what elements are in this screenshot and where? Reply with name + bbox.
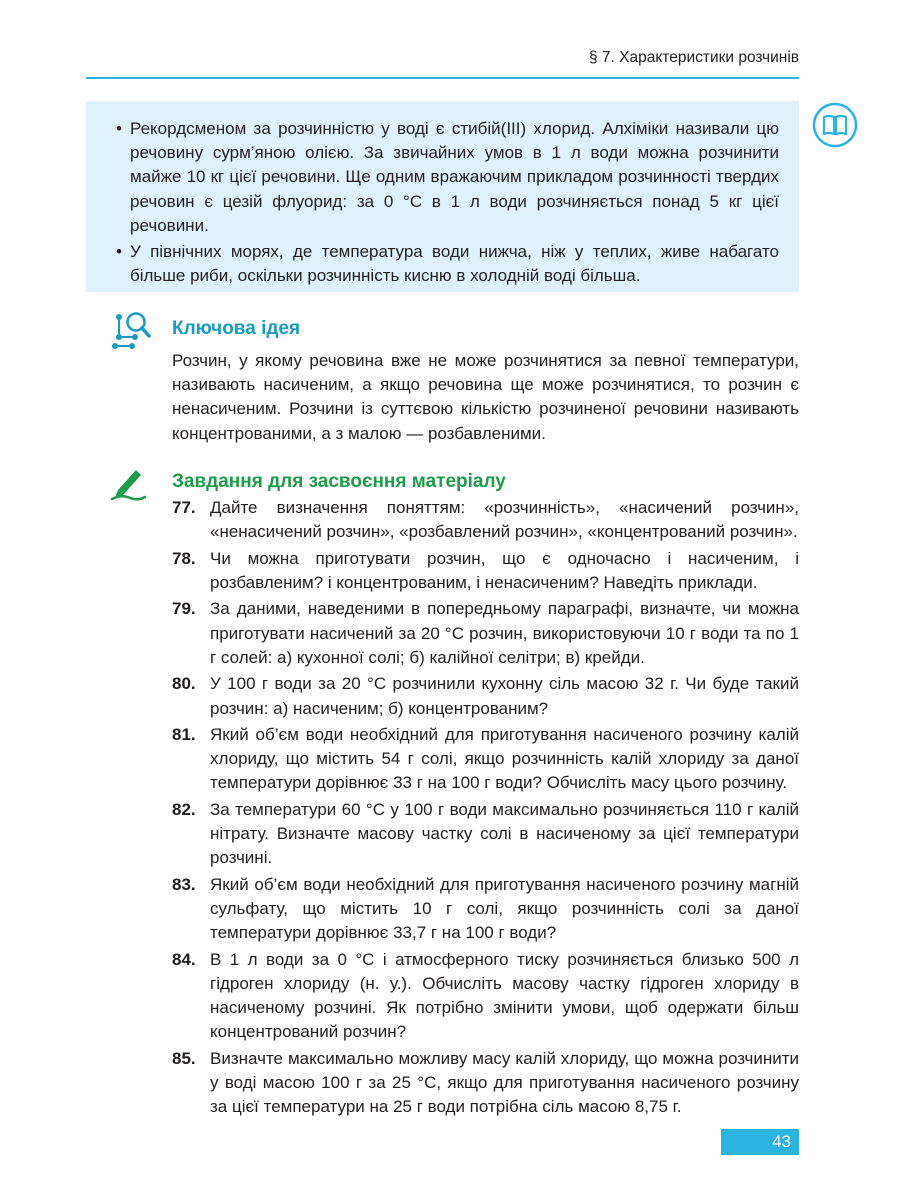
task-number: 80. xyxy=(172,674,196,694)
fact-item: • Рекордсменом за розчинністю у воді є стибій(III) хлорид. Алхіміки називали цю речовину сурм’яною олією. За звичайних умов в 1 л води можна розчинити майже 10 кг цієї речовини. Ще одним вражаючим прикладом розчинності твердих речовин є цезій флуорид: за 0 °C в 1 л води розчиняється понад 5 кг цієї речовини. xyxy=(116,117,779,238)
task-number: 78. xyxy=(172,548,196,568)
key-idea-text: Розчин, у якому речовина вже не може розчинятися за певної температури, називають насиченим, а якщо речовина ще може розчинятися, то розчин є ненасиченим. Розчини із суттєвою кількістю розчиненої речовини називають концентрованими, а з малою — розбавленими. xyxy=(172,351,799,443)
fact-box xyxy=(86,101,799,292)
page-number: 43 xyxy=(721,1129,799,1155)
running-header: § 7. Характеристики розчинів xyxy=(588,49,799,66)
task-number: 81. xyxy=(172,725,196,745)
task-text: Визначте максимально можливу масу калій хлориду, що можна розчинити у воді масою 100 г за 25 °C, якщо для приготування насиченого розчину за цієї температури на 25 г води потрібна сіль масою 8,75 г. xyxy=(210,1048,799,1117)
task-text: В 1 л води за 0 °C і атмосферного тиску розчиняється близько 500 л гідроген хлориду (н. у.). Обчисліть масову частку гідроген хлориду в насиченому розчині. Як потрібно змінити умови, щоб одержати більш концентрований розчин? xyxy=(210,949,799,1042)
tasks-title: Завдання для засвоєння матеріалу xyxy=(172,471,506,492)
task-number: 83. xyxy=(172,874,196,894)
pencil-icon xyxy=(108,464,148,504)
fact-item: • У північних морях, де температура води нижча, ніж у теплих, живе набагато більше риби, оскільки розчинність кисню в холодній воді більша. xyxy=(116,240,779,288)
header-rule xyxy=(86,77,799,79)
book-icon xyxy=(812,102,858,148)
task-text: За даними, наведеними в попередньому параграфі, визначте, чи можна приготувати насичений за 20 °C розчин, використовуючи 10 г води та по 1 г солей: а) кухонної солі; б) калійної селітри; в) крейди. xyxy=(210,599,799,667)
task-number: 84. xyxy=(172,949,196,969)
task-number: 79. xyxy=(172,599,196,619)
key-idea-icon xyxy=(110,308,152,352)
task-item xyxy=(172,798,799,871)
task-item xyxy=(172,496,799,544)
task-number: 85. xyxy=(172,1048,196,1068)
task-item xyxy=(172,948,799,1045)
task-item xyxy=(172,723,799,796)
task-item xyxy=(172,873,799,946)
task-text: Який об’єм води необхідний для приготування насиченого розчину калій хлориду, що містить 54 г солі, якщо розчинність калій хлориду за даної температури дорівнює 33 г на 100 г води? Обчисліть масу цього розчину. xyxy=(210,725,799,793)
key-idea-title: Ключова ідея xyxy=(172,318,301,339)
task-number: 82. xyxy=(172,799,196,819)
task-item xyxy=(172,1047,799,1120)
task-text: У 100 г води за 20 °C розчинили кухонну сіль масою 32 г. Чи буде такий розчин: а) насиченим; б) концентрованим? xyxy=(210,674,799,718)
task-text: За температури 60 °C у 100 г води максимально розчиняється 110 г калій нітрату. Визначте масову частку солі в насиченому за цієї температури розчині. xyxy=(210,799,799,868)
task-text: Який об’єм води необхідний для приготування насиченого розчину магній сульфату, що містить 10 г солі, якщо розчинність солі за даної температури дорівнює 33,7 г на 100 г води? xyxy=(210,874,799,943)
task-text: Дайте визначення поняттям: «розчинність», «насичений розчин», «ненасичений розчин», «розбавлений розчин», «концентрований розчин». xyxy=(210,498,799,542)
task-item xyxy=(172,672,799,720)
task-text: Чи можна приготувати розчин, що є одночасно і насиченим, і розбавленим? і концентрованим, і ненасиченим? Наведіть приклади. xyxy=(210,548,799,592)
task-number: 77. xyxy=(172,498,196,517)
task-item xyxy=(172,547,799,595)
task-item xyxy=(172,597,799,670)
task-list xyxy=(172,496,799,1122)
